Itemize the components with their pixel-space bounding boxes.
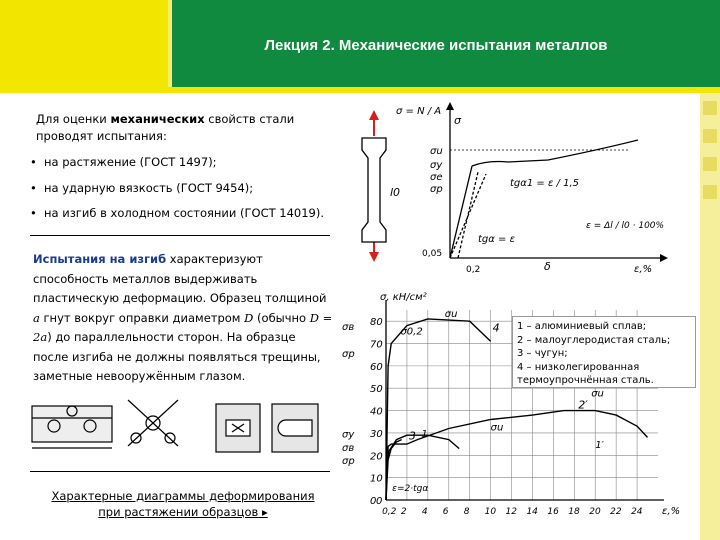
tangent-label: tgα = ε — [478, 234, 516, 245]
caption-line-1: Характерные диаграммы деформирования — [51, 489, 315, 503]
strip-square — [703, 101, 717, 115]
curve-2-label: 2′ — [578, 398, 588, 412]
intro-keyword: механических — [110, 112, 205, 126]
y-tick-label: 10 — [370, 473, 383, 485]
bend-formula: D = 2a — [33, 310, 333, 344]
header-underline — [0, 87, 720, 93]
axis-sigma-b2-label: σв — [342, 442, 355, 454]
bend-text: ) до параллельности сторон. На образце после изгиба не должны появляться трещины, заметные невооружённым глазом. — [33, 330, 321, 383]
tensile-diagram — [338, 96, 700, 286]
chart-ylabel: σ, кН/см² — [380, 292, 427, 303]
y-tick-label: 30 — [370, 428, 383, 440]
value-0-05: 0,05 — [422, 249, 443, 259]
stress-formula: σ = N / A — [396, 106, 442, 117]
x-tick-label: 16 — [547, 507, 559, 517]
bend-var-d: D — [244, 310, 254, 325]
x-tick-label: 12 — [505, 507, 517, 517]
legend-item: 4 – низколегированная термоупрочнённая сталь. — [517, 361, 654, 386]
intro-paragraph — [36, 111, 346, 145]
legend-item: 2 – малоуглеродистая сталь; — [517, 334, 671, 346]
sigma-p-label: σp — [430, 184, 443, 195]
slide-title: Лекция 2. Механические испытания металлов — [264, 37, 608, 54]
x-tick-label: 8 — [463, 507, 470, 517]
axis-sigma-y-label: σу — [342, 429, 355, 441]
axis-sigma-p2-label: σр — [342, 456, 355, 468]
bend-text: (обычно — [253, 310, 310, 325]
caption-line-2: при растяжении образцов — [98, 505, 259, 519]
x-tick-label: 24 — [631, 507, 643, 517]
x-tick-label: 22 — [610, 507, 622, 517]
strip-square — [703, 157, 717, 171]
bend-text: гнут вокруг оправки диаметром — [39, 310, 245, 325]
y-tick-label: 80 — [370, 317, 383, 329]
legend-item: 3 – чугун; — [517, 348, 568, 359]
x-tick-label: 18 — [568, 507, 580, 517]
bend-test-sketches — [28, 396, 328, 460]
chart-legend — [512, 316, 696, 388]
tangent-1-label: tgα1 = ε / 1,5 — [510, 178, 579, 189]
curve-1-prime-label: 1′ — [595, 439, 604, 451]
bullet-text: на изгиб в холодном состоянии (ГОСТ 14019). — [44, 206, 325, 220]
y-tick-label: 20 — [370, 451, 383, 463]
sample-length-label: l0 — [390, 186, 401, 199]
x-tick-label: 4 — [421, 507, 428, 517]
bend-test-paragraph — [33, 250, 333, 387]
curve-3-label: 3 — [408, 429, 416, 443]
x-tick-label: 6 — [442, 507, 449, 517]
y-tick-label: 0 — [370, 496, 377, 507]
x-tick-label: 10 — [484, 507, 497, 517]
strip-square — [703, 185, 717, 199]
tensile-specimen — [362, 110, 400, 262]
y-tick-label: 60 — [370, 361, 383, 373]
play-arrow-icon: ▸ — [261, 505, 268, 519]
section-divider — [30, 235, 330, 236]
diagram-caption-link[interactable] — [38, 488, 328, 520]
x-tick-label: 0,2 — [382, 507, 397, 517]
sigma-u-4-label: σu — [444, 308, 458, 320]
sigma-y-label: σy — [430, 160, 443, 171]
bend-keyword: Испытания на изгиб — [33, 252, 167, 266]
chart-xlabel: ε,% — [662, 506, 681, 517]
bullet-item: • на изгиб в холодном состоянии (ГОСТ 14019). — [30, 206, 325, 220]
curve-1-label: 1 — [421, 429, 428, 441]
sigma-e-label: σe — [430, 172, 443, 183]
series-line-4 — [386, 319, 491, 500]
axis-sigma-p-label: σр — [342, 348, 355, 360]
delta-label: δ — [544, 260, 551, 273]
bullet-item: • на растяжение (ГОСТ 1497); — [30, 155, 217, 169]
strip-square — [703, 129, 717, 143]
sigma-u-label: σu — [430, 146, 443, 157]
sigma-u-1-label: σu — [490, 422, 504, 434]
bullet-text: на ударную вязкость (ГОСТ 9454); — [44, 181, 254, 195]
sigma-u-2-label: σu — [591, 388, 604, 400]
axis-sigma: σ — [454, 114, 461, 127]
bend-text: характеризуют способность металлов выдерживать пластическую деформацию. Образец толщиной — [33, 252, 327, 305]
curve-4-label: 4 — [492, 321, 500, 335]
right-decoration-strip — [700, 93, 720, 540]
legend-item: 1 – алюминиевый сплав; — [517, 321, 647, 332]
y-tick-label: 70 — [370, 339, 383, 351]
x-tick-label: 20 — [589, 507, 601, 517]
intro-rest: свойств стали проводят испытания: — [36, 112, 295, 143]
x-tick-label: 14 — [526, 507, 538, 517]
y-tick-label: 50 — [370, 384, 383, 396]
header-accent-left — [0, 0, 168, 87]
axis-sigma-b-label: σв — [342, 322, 355, 334]
x-tick-label: 2 — [400, 507, 407, 517]
strain-formula: ε = Δl / l0 · 100% — [586, 221, 665, 231]
sigma-02-label: σ0,2 — [400, 326, 423, 338]
caption-divider — [30, 471, 330, 472]
intro-lead: Для оценки — [36, 112, 111, 126]
eps-percent-label: ε,% — [634, 264, 653, 275]
bullet-item: • на ударную вязкость (ГОСТ 9454); — [30, 181, 254, 195]
elastic-label: ε=2·tgα — [392, 484, 429, 495]
y-tick-label: 40 — [370, 406, 383, 418]
value-0-2: 0,2 — [466, 265, 481, 275]
bullet-text: на растяжение (ГОСТ 1497); — [44, 155, 217, 169]
bend-var-a: a — [33, 310, 40, 325]
origin-label: 0 — [376, 496, 383, 507]
